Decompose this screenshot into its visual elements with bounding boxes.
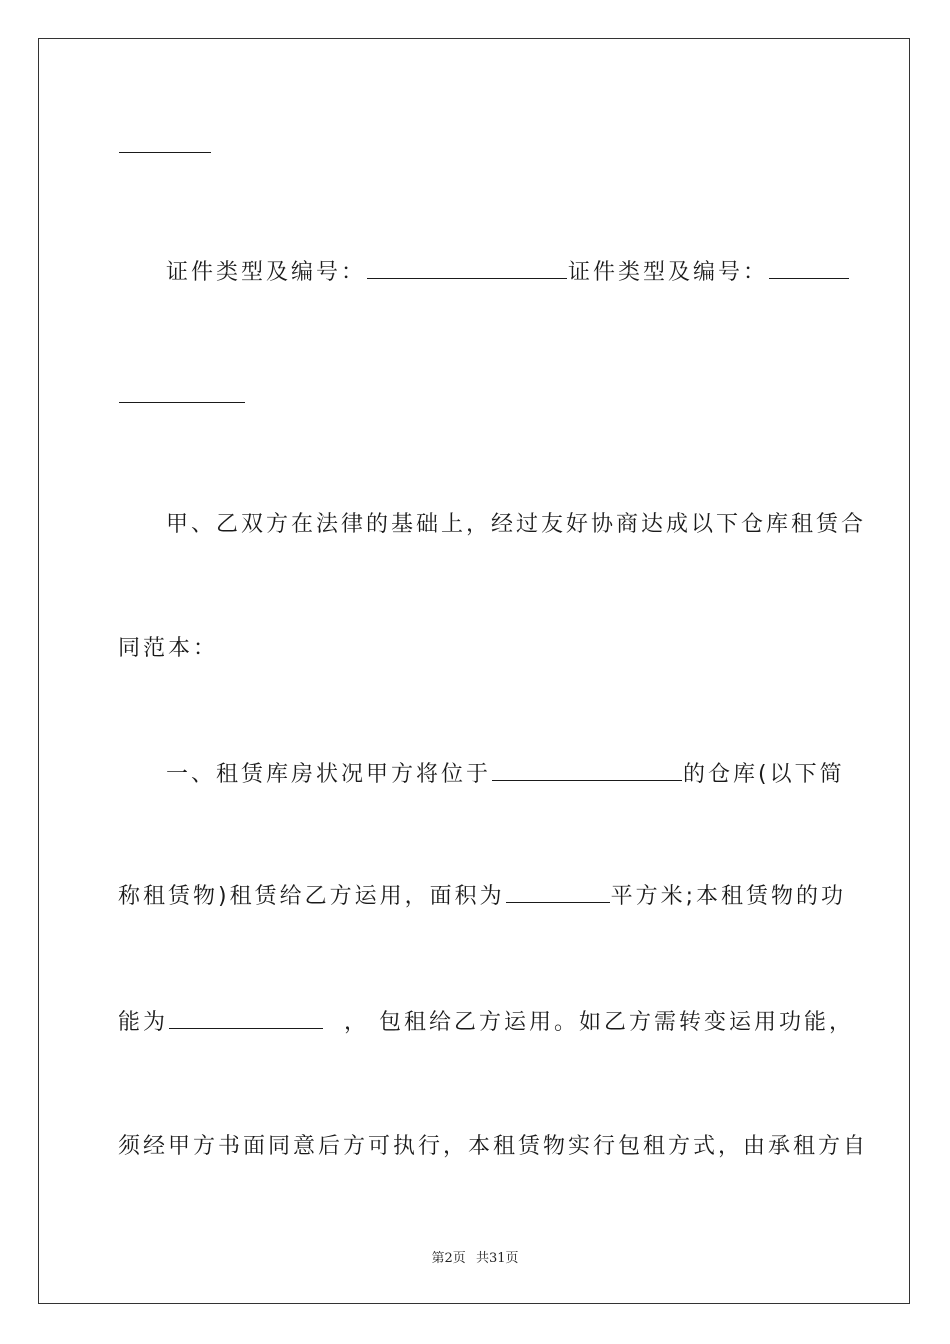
clause-text: 能为 xyxy=(118,1010,169,1035)
blank-line-top xyxy=(118,132,212,162)
clause-text: ， 包租给乙方运用。如乙方需转变运用功能， xyxy=(344,1010,855,1035)
blank-line-continuation xyxy=(118,382,246,412)
clause1-line-2 xyxy=(118,882,846,912)
id-type-label-party-a: 证件类型及编号： xyxy=(166,260,367,285)
intro-line-2 xyxy=(118,634,218,664)
fill-blank xyxy=(492,760,682,781)
page-border xyxy=(38,38,910,1304)
page-footer xyxy=(0,1247,950,1266)
intro-text: 甲、乙双方在法律的基础上，经过友好协商达成以下仓库租赁合 xyxy=(166,512,867,537)
page-total: 共31页 xyxy=(475,1251,519,1266)
clause1-line-3 xyxy=(118,1008,854,1038)
fill-blank xyxy=(119,132,211,153)
clause-text: 的仓库(以下简 xyxy=(683,762,845,787)
fill-blank xyxy=(769,258,849,279)
clause-text: 称租赁物)租赁给乙方运用，面积为 xyxy=(118,884,505,909)
fill-blank xyxy=(506,882,610,903)
id-type-label-party-b: 证件类型及编号： xyxy=(568,260,769,285)
clause-text: 平方米;本租赁物的功 xyxy=(610,884,847,909)
clause1-line-4 xyxy=(118,1132,868,1162)
id-type-line xyxy=(166,258,850,288)
page-number: 第2页 xyxy=(431,1251,466,1266)
clause-text: 一、租赁库房状况甲方将位于 xyxy=(166,762,492,787)
fill-blank xyxy=(119,382,245,403)
intro-text: 同范本： xyxy=(118,636,219,661)
intro-line-1 xyxy=(166,510,866,540)
clause-text: 须经甲方书面同意后方可执行，本租赁物实行包租方式，由承租方自 xyxy=(118,1134,869,1159)
clause1-line-1 xyxy=(166,760,845,790)
fill-blank xyxy=(367,258,567,279)
fill-blank xyxy=(169,1008,323,1029)
